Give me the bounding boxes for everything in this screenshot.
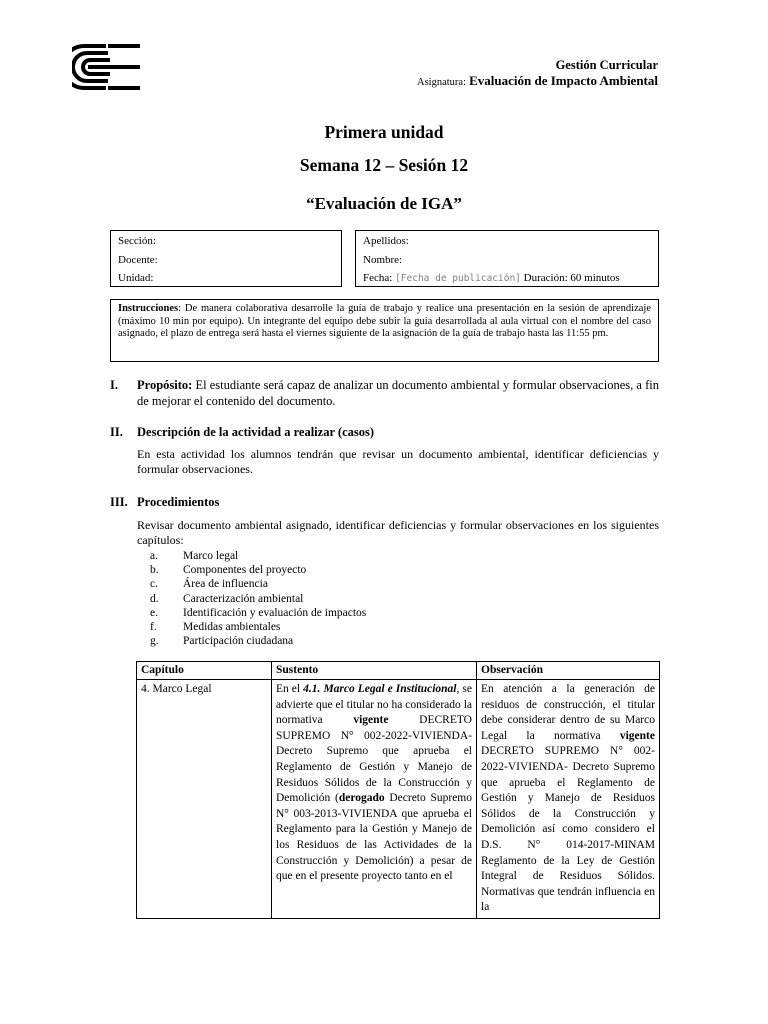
instructions-box (110, 299, 659, 362)
topic-title: “Evaluación de IGA” (306, 194, 462, 213)
column-header-observacion: Observación (477, 662, 660, 680)
list-item: e. Identificación y evaluación de impactos (150, 606, 367, 619)
chapters-list (150, 549, 366, 648)
section-heading: Descripción de la actividad a realizar (casos) (137, 425, 375, 439)
header-title: Gestión Curricular (555, 58, 658, 72)
header-subject (417, 73, 658, 89)
section-heading: Propósito: (137, 378, 193, 392)
table-header-row (137, 662, 660, 680)
section-number: I. (110, 378, 118, 392)
student-info-box (355, 230, 659, 287)
fecha-row (363, 269, 651, 289)
list-item: g. Participación ciudadana (150, 635, 294, 648)
column-header-capitulo: Capítulo (137, 662, 272, 680)
list-item: f. Medidas ambientales (150, 621, 281, 634)
subject-value: Evaluación de Impacto Ambiental (469, 73, 658, 88)
institution-logo (72, 44, 140, 90)
observations-table (136, 661, 660, 919)
seccion-field[interactable]: Sección: (118, 235, 156, 247)
list-item: a. Marco legal (150, 550, 239, 562)
list-item: d. Caracterización ambiental (150, 592, 304, 605)
unit-title: Primera unidad (324, 122, 444, 142)
column-header-sustento: Sustento (272, 662, 477, 680)
section-heading: Procedimientos (137, 495, 220, 509)
cell-capitulo: 4. Marco Legal (137, 680, 272, 919)
table-row (137, 680, 660, 919)
cell-sustento: En el 4.1. Marco Legal e Institucional, se advierte que el titular no ha considerado la normativa vigente DECRETO SUPREMO N° 002-2022-VIVIENDA- Decreto Supremo que aprueba el Reglamento de Gestión y Manejo de Residuos Sólidos de la Construcción y Demolición (derogado Decreto Supremo N° 003-2013-VIVIENDA que aprueba el Reglamento para la Gestión y Manejo de los Residuos de las Actividades de la Construcción y Demolición) a pesar de que en el presente proyecto tanto en el (272, 680, 477, 919)
course-info-box (110, 230, 342, 287)
instructions-label: Instrucciones (118, 303, 179, 314)
fecha-placeholder[interactable]: [Fecha de publicación] (395, 273, 521, 284)
subject-label: Asignatura: (417, 77, 466, 88)
section-number: II. (110, 425, 123, 439)
cell-observacion: En atención a la generación de residuos de construcción, el titular debe considerar dentro de su Marco Legal la normativa vigente DECRETO SUPREMO N° 002-2022-VIVIENDA- Decreto Supremo que aprueba el Reglamento de Gestión y Manejo de Residuos Sólidos de la Construcción y Demolición así como considero el D.S. N° 014-2017-MINAM Reglamento de la Ley de Gestión Integral de Residuos Sólidos. Normativas que tendrán influencia en la (477, 680, 660, 919)
instructions-text: : De manera colaborativa desarrolle la guía de trabajo y realice una presentación en la sesión de aprendizaje (máximo 10 min por equipo). Un integrante del equipo debe subir la guía desarrollada al aula virtual con el nombre del caso asignado, el plazo de entrega será hasta el viernes siguiente de la asignación de la guía de trabajo hasta las 11:55 pm. (118, 303, 651, 339)
list-item: c. Área de influencia (150, 578, 268, 591)
nombre-field[interactable]: Nombre: (363, 253, 403, 266)
duracion-text: Duración: 60 minutos (523, 272, 620, 284)
docente-field[interactable]: Docente: (118, 253, 158, 266)
unidad-field[interactable]: Unidad: (118, 272, 154, 284)
section-text: El estudiante será capaz de analizar un documento ambiental y formular observaciones, a fin de mejorar el contenido del documento. (137, 378, 659, 408)
apellidos-field[interactable]: Apellidos: (363, 235, 409, 247)
section-descripcion-text: En esta actividad los alumnos tendrán que revisar un documento ambiental, identificar deficiencias y formular observaciones. (137, 447, 659, 476)
fecha-label: Fecha: (363, 272, 393, 284)
section-procedimientos-text: Revisar documento ambiental asignado, identificar deficiencias y formular observaciones en los siguientes capítulos: (137, 518, 659, 547)
section-number: III. (110, 495, 128, 509)
list-item: b. Componentes del proyecto (150, 564, 307, 577)
week-title: Semana 12 – Sesión 12 (299, 155, 469, 175)
